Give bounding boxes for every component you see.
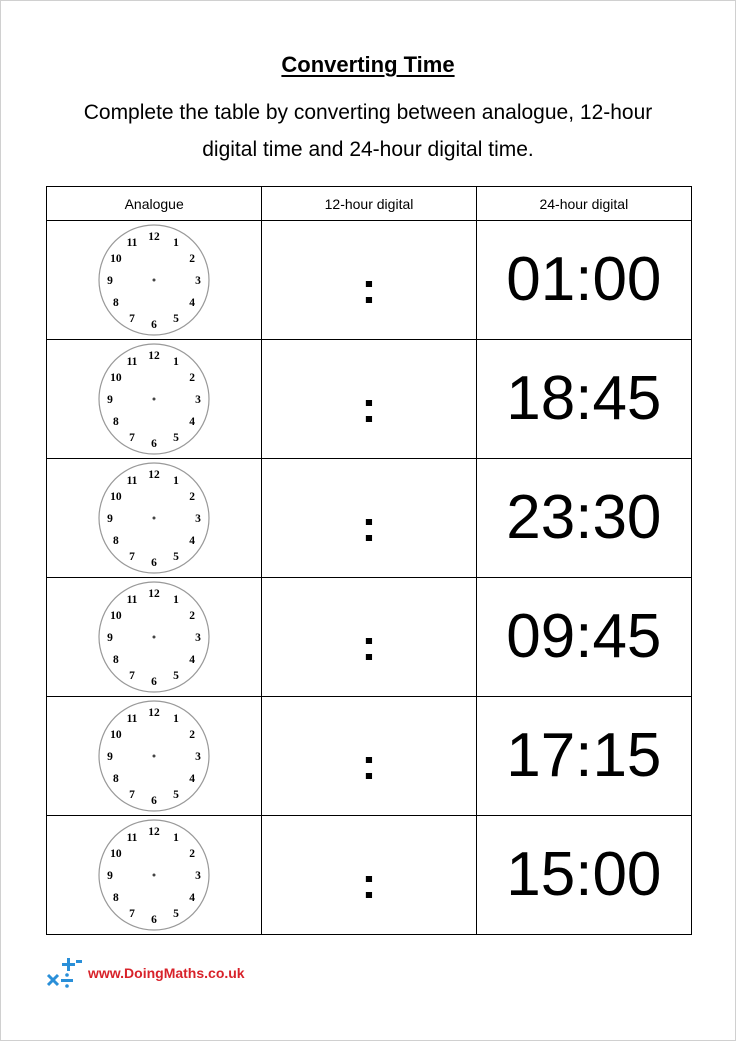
clock-number: 6	[151, 438, 158, 450]
digital-12-value: :	[361, 740, 377, 789]
clock-number: 7	[129, 432, 136, 445]
clock-number: 2	[189, 491, 196, 503]
clock-number: 2	[189, 729, 196, 741]
digital-24-cell	[476, 816, 691, 935]
clock-face-icon	[97, 223, 211, 337]
clock-number: 10	[110, 610, 122, 622]
clock-number: 11	[126, 712, 138, 725]
clock-number: 8	[113, 416, 119, 428]
clock-centre	[153, 755, 156, 758]
table-row	[47, 340, 692, 459]
digital-24-value: 17:15	[506, 721, 662, 790]
clock-number: 4	[189, 654, 196, 666]
clock-number: 10	[110, 491, 122, 503]
clock-number: 12	[148, 707, 160, 719]
digital-24-value: 01:00	[506, 245, 662, 314]
instructions-line-1: Complete the table by converting between analogue, 12-hour	[83, 101, 653, 124]
clock-number: 7	[129, 908, 136, 921]
clock-number: 12	[148, 826, 160, 838]
digital-24-cell	[476, 697, 691, 816]
clock-number: 7	[129, 670, 136, 683]
digital-12-value: :	[361, 502, 377, 551]
digital-12-cell[interactable]	[262, 578, 476, 697]
digital-12-cell[interactable]	[262, 816, 476, 935]
digital-24-value: 15:00	[506, 840, 662, 909]
digital-24-value: 18:45	[506, 364, 662, 433]
clock-number: 11	[126, 355, 138, 368]
clock-number: 8	[113, 297, 119, 309]
analogue-cell	[47, 221, 262, 340]
clock-face-icon	[97, 461, 211, 575]
header-analogue: Analogue	[47, 187, 262, 221]
clock-number: 7	[129, 789, 136, 802]
digital-12-cell[interactable]	[262, 697, 476, 816]
clock-number: 5	[173, 789, 180, 802]
clock-number: 6	[151, 914, 158, 926]
table-row	[47, 816, 692, 935]
clock-number: 8	[113, 654, 119, 666]
clock-face-icon	[97, 342, 211, 456]
digital-12-value: :	[361, 264, 377, 313]
clock-number: 7	[129, 551, 136, 564]
clock-number: 5	[173, 432, 180, 445]
clock-number: 8	[113, 535, 119, 547]
instructions	[40, 94, 696, 168]
clock-number: 2	[189, 848, 196, 860]
clock-number: 3	[195, 513, 202, 525]
table-row	[47, 221, 692, 340]
clock-number: 6	[151, 557, 158, 569]
clock-centre	[153, 874, 156, 877]
digital-24-value: 09:45	[506, 602, 662, 671]
clock-number: 6	[151, 319, 158, 331]
clock-number: 10	[110, 253, 122, 265]
clock-number: 12	[148, 588, 160, 600]
clock-number: 3	[195, 394, 202, 406]
clock-number: 9	[107, 513, 114, 525]
table-row	[47, 459, 692, 578]
clock-number: 5	[173, 313, 180, 326]
table-row	[47, 697, 692, 816]
clock-face-icon	[97, 699, 211, 813]
digital-24-cell	[476, 221, 691, 340]
clock-number: 3	[195, 751, 202, 763]
clock-number: 1	[173, 474, 180, 487]
table-row	[47, 578, 692, 697]
analogue-cell	[47, 459, 262, 578]
clock-number: 10	[110, 372, 122, 384]
table-header-row	[47, 187, 692, 221]
clock-number: 9	[107, 632, 114, 644]
clock-number: 1	[173, 355, 180, 368]
clock-number: 2	[189, 253, 196, 265]
clock-number: 12	[148, 231, 160, 243]
digital-12-value: :	[361, 621, 377, 670]
clock-face-icon	[97, 818, 211, 932]
maths-operators-icon	[46, 956, 82, 990]
clock-number: 8	[113, 892, 119, 904]
analogue-cell	[47, 697, 262, 816]
clock-number: 9	[107, 275, 114, 287]
clock-number: 11	[126, 236, 138, 249]
digital-12-cell[interactable]	[262, 340, 476, 459]
clock-number: 8	[113, 773, 119, 785]
digital-12-cell[interactable]	[262, 459, 476, 578]
digital-12-value: :	[361, 859, 377, 908]
clock-number: 4	[189, 892, 196, 904]
clock-number: 9	[107, 751, 114, 763]
worksheet-title: Converting Time	[281, 52, 455, 77]
conversion-table	[46, 186, 692, 935]
footer	[46, 955, 245, 991]
website-link[interactable]: www.DoingMaths.co.uk	[88, 965, 245, 981]
clock-number: 6	[151, 676, 158, 688]
instructions-line-2: digital time and 24-hour digital time.	[202, 138, 534, 161]
analogue-cell	[47, 578, 262, 697]
clock-centre	[153, 398, 156, 401]
digital-12-value: :	[361, 383, 377, 432]
clock-face-icon	[97, 580, 211, 694]
clock-number: 6	[151, 795, 158, 807]
clock-centre	[153, 517, 156, 520]
clock-number: 2	[189, 610, 196, 622]
clock-number: 11	[126, 593, 138, 606]
analogue-cell	[47, 340, 262, 459]
clock-number: 12	[148, 350, 160, 362]
clock-number: 3	[195, 632, 202, 644]
clock-number: 10	[110, 729, 122, 741]
digital-24-value: 23:30	[506, 483, 662, 552]
digital-12-cell[interactable]	[262, 221, 476, 340]
clock-number: 1	[173, 831, 180, 844]
clock-number: 11	[126, 831, 138, 844]
header-24-hour: 24-hour digital	[476, 187, 691, 221]
clock-number: 12	[148, 469, 160, 481]
clock-number: 2	[189, 372, 196, 384]
analogue-cell	[47, 816, 262, 935]
clock-centre	[153, 636, 156, 639]
clock-number: 7	[129, 313, 136, 326]
clock-number: 1	[173, 236, 180, 249]
clock-number: 5	[173, 908, 180, 921]
clock-number: 1	[173, 593, 180, 606]
clock-number: 1	[173, 712, 180, 725]
clock-number: 3	[195, 275, 202, 287]
clock-number: 4	[189, 297, 196, 309]
clock-number: 5	[173, 670, 180, 683]
clock-number: 9	[107, 394, 114, 406]
header-12-hour: 12-hour digital	[262, 187, 476, 221]
clock-number: 4	[189, 416, 196, 428]
clock-number: 5	[173, 551, 180, 564]
clock-number: 4	[189, 535, 196, 547]
clock-number: 11	[126, 474, 138, 487]
clock-number: 4	[189, 773, 196, 785]
clock-number: 10	[110, 848, 122, 860]
clock-number: 9	[107, 870, 114, 882]
clock-number: 3	[195, 870, 202, 882]
digital-24-cell	[476, 578, 691, 697]
digital-24-cell	[476, 340, 691, 459]
clock-centre	[153, 279, 156, 282]
digital-24-cell	[476, 459, 691, 578]
